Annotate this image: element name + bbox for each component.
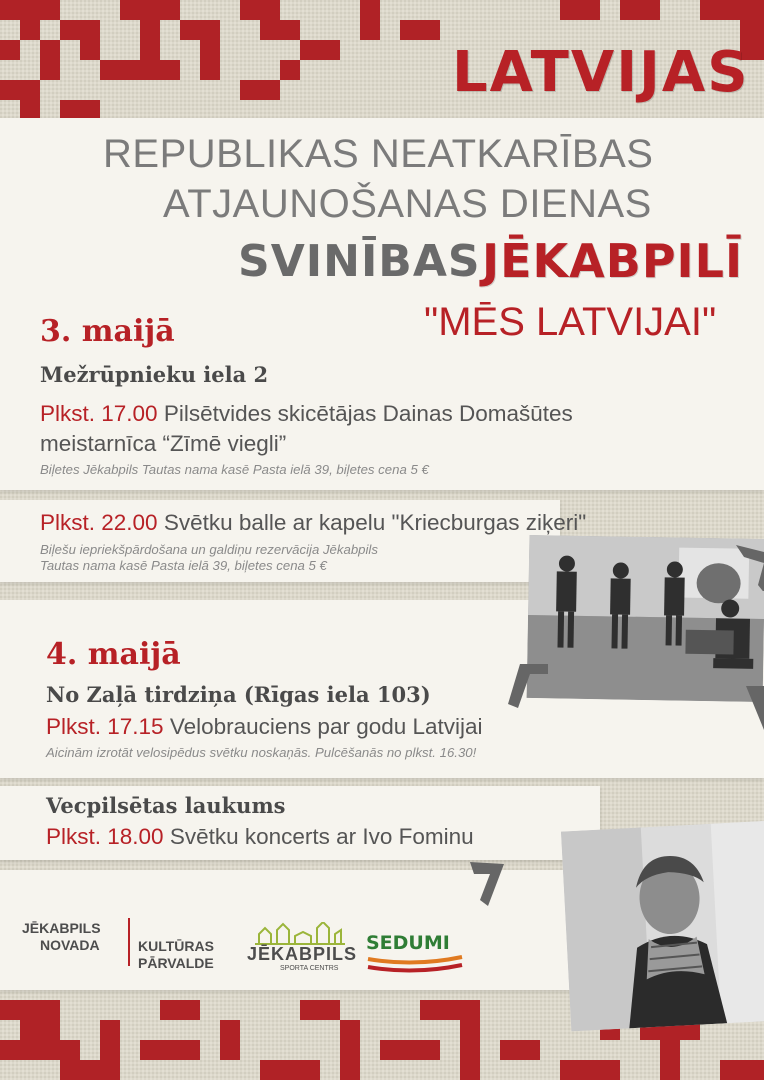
day1-event2-note-a: Biļešu iepriekšpārdošana un galdiņu rezervācija Jēkabpils [40,542,378,557]
day2-event1-line [46,714,483,740]
day1-event1-note: Biļetes Jēkabpils Tautas nama kasē Pasta ielā 39, biļetes cena 5 € [40,462,429,477]
title-line3: ATJAUNOŠANAS DIENAS [163,182,652,226]
title-line4b: JĒKABPILĪ [482,234,744,288]
day1-event2-text: Svētku balle ar kapelu "Kriecburgas ziķeri" [157,510,587,535]
castle-logo-icon [255,922,345,946]
day1-place: Mežrūpnieku iela 2 [40,362,269,387]
bracket-decoration-icon [508,664,554,710]
day1-date: 3. maijā [40,314,175,349]
bracket-decoration-icon [736,545,764,591]
title-line1: LATVIJAS [452,40,750,105]
day1-event2-note-b: Tautas nama kasē Pasta ielā 39, biļetes cena 5 € [40,558,327,573]
sedumi-swoosh-icon [366,955,464,975]
band-photo [527,535,764,702]
logo-novads-line1: JĒKABPILS [22,920,101,936]
day2-event2-text: Svētku koncerts ar Ivo Fominu [163,824,474,849]
day1-event1-time: Plkst. 17.00 [40,401,158,426]
day1-event2-line [40,510,586,536]
logo-sedumi: SEDUMI [366,932,450,954]
bracket-decoration-icon [736,686,764,730]
day1-event1-line2: meistarnīca “Zīmē viegli” [40,431,287,456]
day2-event2-line [46,824,474,850]
singer-photo [561,821,764,1032]
logo-divider [128,918,130,966]
day2-event1-note: Aicinām izrotāt velosipēdus svētku noskaņās. Pulcēšanās no plkst. 16.30! [46,745,477,760]
title-line4a: SVINĪBAS [238,236,481,287]
title-line2: REPUBLIKAS NEATKARĪBAS [103,132,654,176]
logo-kultura-line1: KULTŪRAS [138,938,214,954]
logo-sport-line1: JĒKABPILS [247,944,358,964]
day2-event1-time: Plkst. 17.15 [46,714,164,739]
bracket-decoration-icon [470,862,510,906]
motto: "MĒS LATVIJAI" [424,300,717,344]
logo-novads-line2: NOVADA [40,937,100,953]
day2-place2: Vecpilsētas laukums [46,793,286,818]
day2-event1-text: Velobrauciens par godu Latvijai [163,714,483,739]
logo-kultura-line2: PĀRVALDE [138,955,214,971]
day2-event2-time: Plkst. 18.00 [46,824,164,849]
day1-event1-text-a: Pilsētvides skicētājas Dainas Domašūtes [157,401,573,426]
day1-event2-time: Plkst. 22.00 [40,510,158,535]
day1-event1-line1 [40,401,573,427]
logo-sport-line2: SPORTA CENTRS [280,965,339,972]
day2-date: 4. maijā [46,637,181,672]
day2-place: No Zaļā tirdziņa (Rīgas iela 103) [46,682,431,707]
